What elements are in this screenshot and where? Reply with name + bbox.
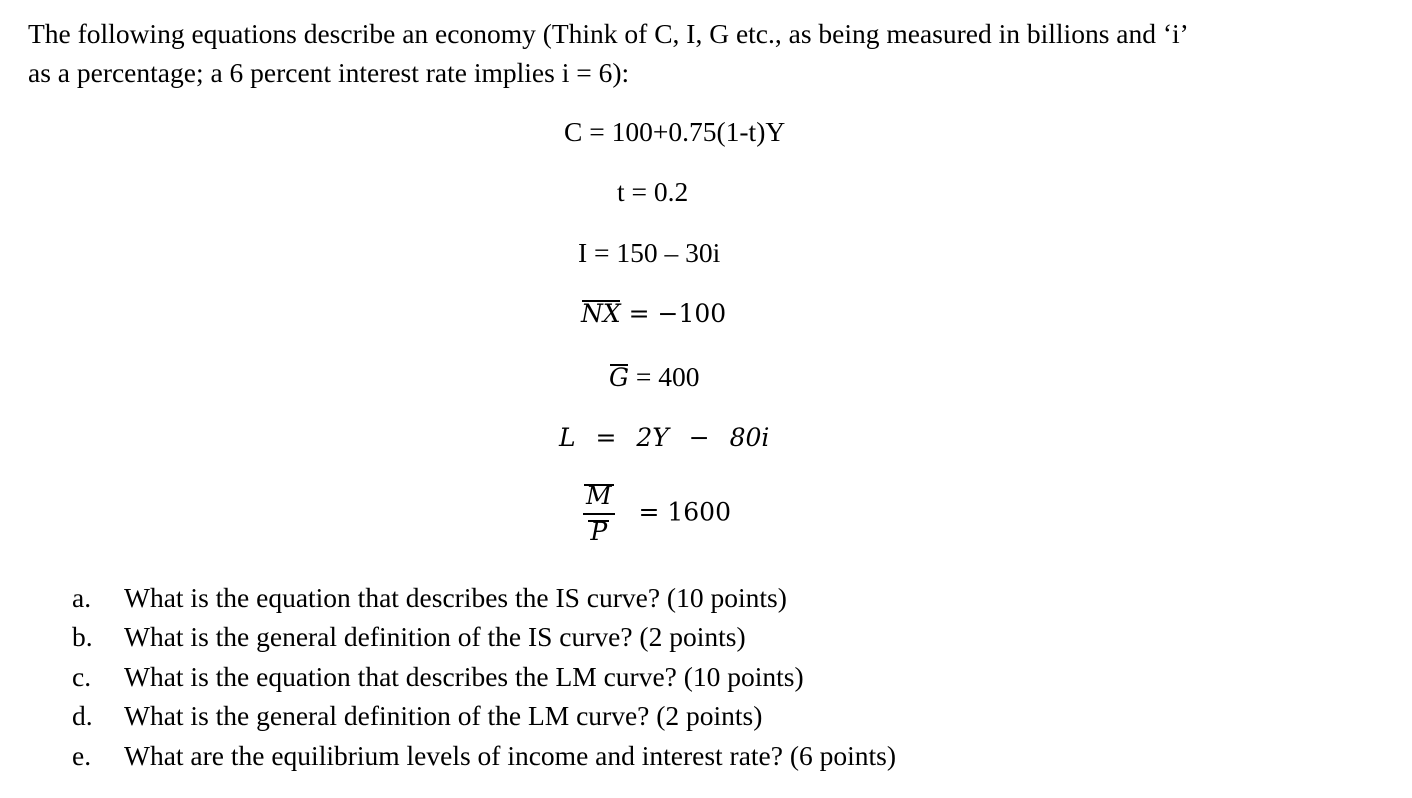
problem-intro [28, 14, 1398, 92]
question-item [72, 578, 896, 617]
question-item [72, 736, 896, 775]
question-marker: e. [72, 739, 92, 771]
question-text: What is the equation that describes the IS curve? (10 points) [124, 582, 787, 613]
question-text: What is the general definition of the IS curve? (2 points) [124, 621, 746, 653]
question-text: What are the equilibrium levels of income and interest rate? (6 points) [124, 739, 897, 771]
question-item [72, 696, 896, 735]
tax-rate-equation: t = 0.2 [617, 176, 689, 207]
money-demand-term2: 80i [729, 423, 770, 452]
net-exports-value: = −100 [628, 299, 727, 328]
money-demand-equals: = [595, 423, 617, 452]
government-spending-equation [609, 361, 700, 394]
question-item [72, 617, 896, 656]
money-demand-minus: − [688, 423, 710, 452]
fraction-bar [583, 513, 615, 515]
money-supply-symbol: M [583, 482, 615, 510]
question-item [72, 657, 896, 696]
real-money-supply-value: = 1600 [638, 497, 731, 527]
question-marker: c. [72, 660, 92, 692]
money-demand-term1: 2Y [636, 423, 669, 452]
government-symbol: G [609, 363, 629, 392]
consumption-equation: C = 100+0.75(1-t)Y [564, 116, 786, 147]
intro-line-2: as a percentage; a 6 percent interest rate implies i = 6): [28, 57, 630, 88]
net-exports-symbol: NX [581, 299, 621, 328]
question-text: What is the equation that describes the LM curve? (10 points) [124, 660, 804, 692]
question-marker: b. [72, 621, 93, 653]
net-exports-equation [581, 298, 726, 330]
question-marker: d. [72, 700, 93, 732]
question-text: What is the general definition of the LM curve? (2 points) [124, 700, 763, 732]
price-level-symbol: P [587, 518, 610, 546]
question-marker: a. [72, 582, 92, 613]
money-demand-lhs: L [559, 423, 576, 452]
question-list [72, 578, 896, 775]
real-money-fraction [583, 482, 615, 546]
investment-equation: I = 150 – 30i [578, 237, 721, 268]
intro-line-1: The following equations describe an economy (Think of C, I, G etc., as being measured in billions and ‘i’ [28, 18, 1189, 49]
government-value: = 400 [635, 361, 700, 392]
money-demand-equation [559, 422, 769, 454]
real-money-supply-equation [583, 482, 731, 546]
